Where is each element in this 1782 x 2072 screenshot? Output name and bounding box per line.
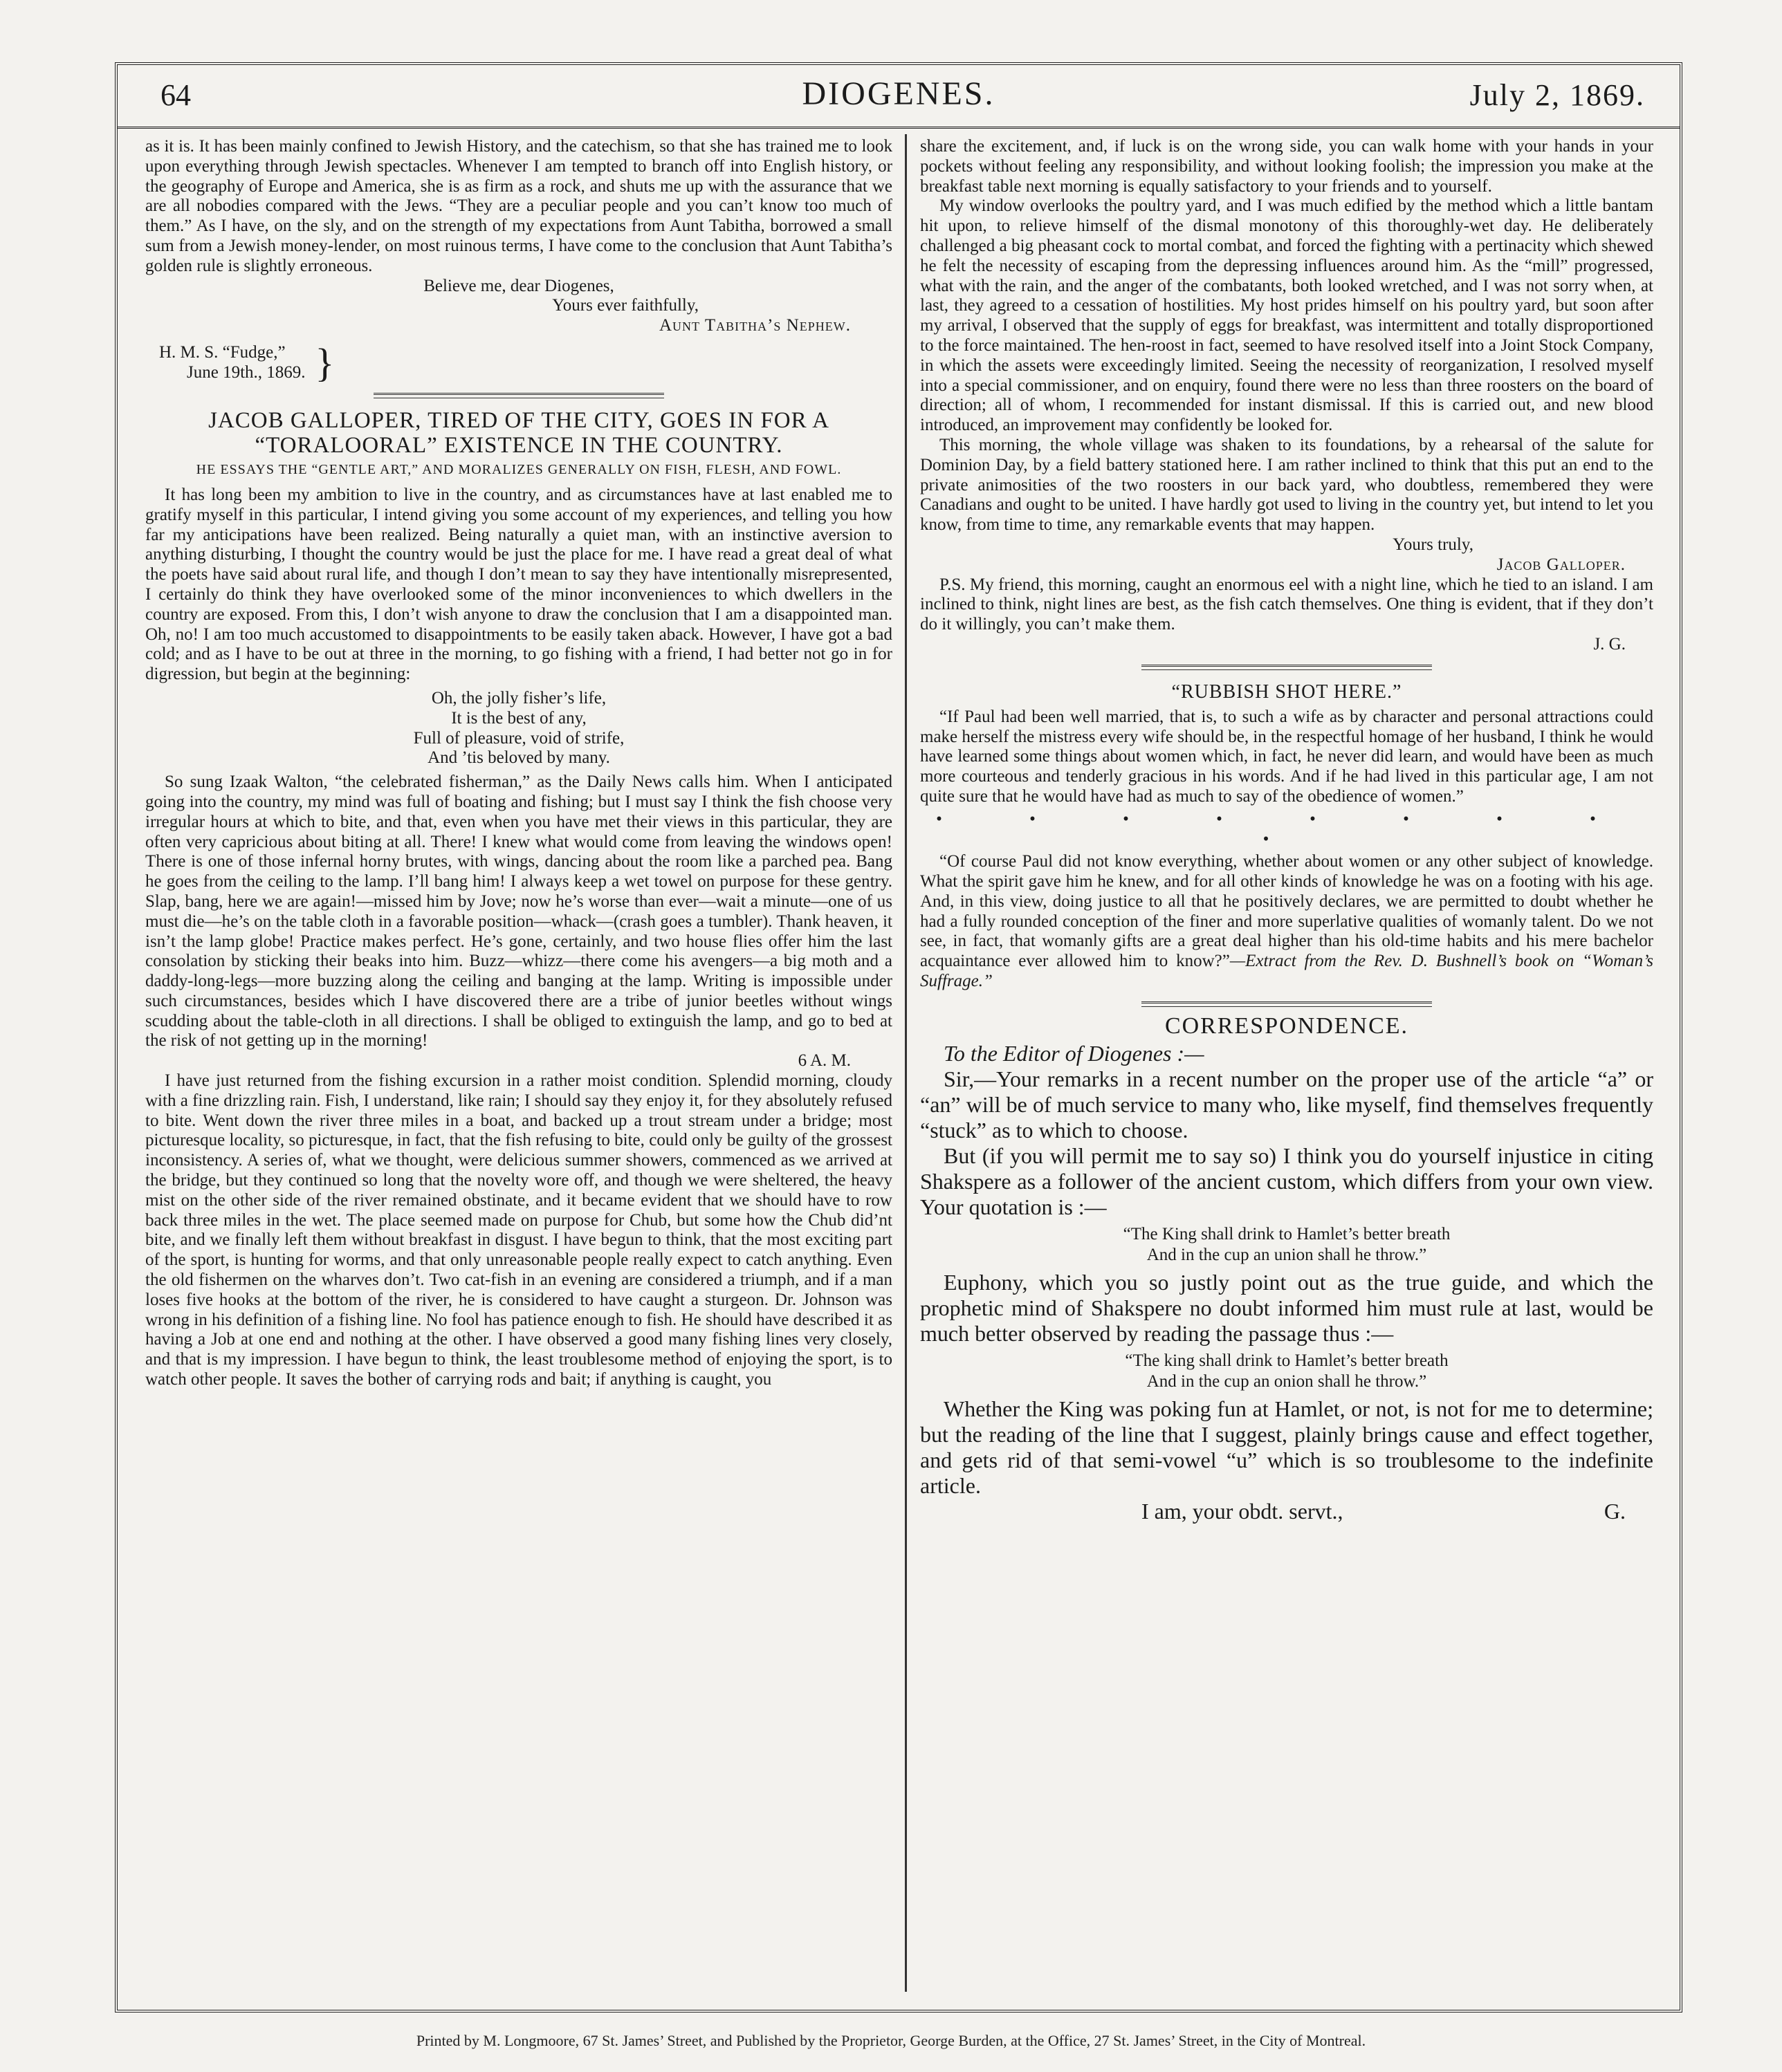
time-mark: 6 A. M. <box>798 1051 851 1071</box>
page-number: 64 <box>160 78 191 112</box>
verse-line: Oh, the jolly fisher’s life, <box>431 688 607 707</box>
newspaper-page <box>115 62 1682 2013</box>
article-paragraph-1: It has long been my ambition to live in the country, and as circumstances have at last enabled me to gratify myself in this particular, I intend giving you some account of my experiences, and telling you how far my anticipations have been realized. Being naturally a quiet man, with an instinctive aversion to anything disturbing, I thought the country would be just the place for me. I have read a great deal of what the poets have said about rural life, and though I don’t mean to say they have intentionally misrepresented, I certainly do think they have overlooked some of the minor inconveniences to which dwellers in the country are exposed. From this, I don’t wish anyone to draw the conclusion that I am a disappointed man. Oh, no! I am too much accustomed to disappointments to be easily taken aback. However, I have got a bad cold; and as I have to be out at three in the morning, to go fishing with a friend, I had better not go in for digression, but begin at the beginning: <box>145 485 892 684</box>
letter-signature: Aunt Tabitha’s Nephew. <box>659 316 851 335</box>
quotation-1 <box>920 1224 1653 1266</box>
right-column <box>920 137 1653 1989</box>
correspondence-letter <box>920 1041 1653 1524</box>
rubbish-title: “RUBBISH SHOT HERE.” <box>1171 681 1402 703</box>
rubbish-quote-1: “If Paul had been well married, that is, to such a wife as by character and personal attractions could make herself the mistress every wife should be, in the respectful homage of her husband, I think he would have learned some things about women which, in fact, he never did learn, and would have been as much more courteous and tenderly gracious in his words. And if he had lived in this particular age, I am not quite sure that he would have had as much to say of the obedience of women.” <box>920 707 1653 806</box>
article-paragraph-2: So sung Izaak Walton, “the celebrated fisherman,” as the Daily News calls him. When I anticipated going into the country, my mind was full of boating and fishing; but I must say I think the fish choose very irregular hours at which to bite, and that, even when you have met their views in this particular, they are often very capricious about biting at all. There! I knew what would come from leaving the windows open! There is one of those infernal horny brutes, with wings, dancing about the room like a parched pea. Bang he goes from the ceiling to the lamp. I’ll bang him! I always keep a wet towel on purpose for these gentry. Slap, bang, here we are again!—missed him by Jove; now he’s worse than ever—wait a minute—one of us must die—he’s on the table cloth in a favorable position—whack—(crash goes a tumbler). Thank heaven, it isn’t the lamp globe! Practice makes perfect. He’s gone, certainly, and two house flies offer him the last consolation by sticking their beaks into him. Buzz—whizz—there come his avengers—a big moth and a daddy-long-legs—more buzzing along the ceiling and banging at the lamp. Writing is impossible under such circumstances, besides which I have discovered there are a tribe of junior beetles without wings scudding about the table-cloth in all directions. I shall be obliged to extinguish the lamp, and go to bed at the risk of not getting up in the morning! <box>145 773 892 1051</box>
initials: J. G. <box>1593 634 1626 654</box>
correspondence-paragraph-3: Euphony, which you so justly point out as the true guide, and which the prophetic mind of Shakspere no doubt informed him must rule at last, would be much better observed by reading the passage thus :— <box>920 1269 1653 1346</box>
brace-mark: } <box>315 340 335 385</box>
letter-closing-2: Yours ever faithfully, <box>552 296 699 315</box>
verse-block <box>145 689 892 768</box>
quote-line: And in the cup an onion shall he throw.” <box>1146 1371 1427 1391</box>
rubbish-source: —Extract from the Rev. D. Bushnell’s book on “Woman’s Suffrage.” <box>920 952 1653 991</box>
rubbish-quote-2: “Of course Paul did not know everything, whether about women or any other subject of knowledge. What the spirit gave him he knew, and for all other kinds of knowledge he was on a footing with his age. And, in this view, doing justice to all that he positively declares, we are permitted to doubt whether he had a fully rounded conception of the finer and more superlative qualities of womanly talent. Do we not see, in fact, that womanly gifts are a great deal higher than his old-time habits and his mere bachelor acquaintance ever allowed him to know?”—Extract from the Rev. D. Bushnell’s book on “Woman’s Suffrage.” <box>920 852 1653 991</box>
letter-continuation: as it is. It has been mainly confined to Jewish History, and the catechism, so that she has trained me to look upon everything through Jewish spectacles. Whenever I am tempted to branch off into English history, or the geography of Europe and America, she is as firm as a rock, and shuts me up with the assurance that we are all nobodies compared with the Jews. “They are a peculiar people and you can’t know too much of them.” As I have, on the sly, and on the strength of my expectations from Aunt Tabitha, borrowed a small sum from a Jewish money-lender, on most ruinous terms, I have come to the conclusion that Aunt Tabitha’s golden rule is slightly erroneous. <box>145 137 892 275</box>
verse-line: It is the best of any, <box>451 708 587 728</box>
signature: Jacob Galloper. <box>1496 555 1626 574</box>
signoff: Yours truly, <box>1393 535 1473 554</box>
article-paragraph-4: share the excitement, and, if luck is on the wrong side, you can walk home with your hands in your pockets without feeling any responsibility, and without looking foolish; the impression you make at the breakfast table next morning is equally satisfactory to your friends and to yourself. <box>920 137 1653 196</box>
correspondence-signoff <box>920 1499 1653 1524</box>
section-rule <box>1141 665 1432 670</box>
correspondence-paragraph-2: But (if you will permit me to say so) I think you do yourself injustice in citing Shakspere as a follower of the ancient custom, which differs from your own view. Your quotation is :— <box>920 1143 1653 1219</box>
letter-closing-1: Believe me, dear Diogenes, <box>423 276 614 295</box>
verse-line: Full of pleasure, void of strife, <box>413 728 625 748</box>
article-paragraph-3: I have just returned from the fishing excursion in a rather moist condition. Splendid morning, cloudy with a fine drizzling rain. Fish, I understand, like rain; I should say they enjoy it, for they absolutely refused to bite. Went down the river three miles in a boat, and backed up a trout stream under a bridge; most picturesque locality, so picturesque, in fact, that the fish refusing to bite, could only be guilty of the grossest inconsistency. A series of, what we thought, were delicious summer showers, commenced as we arrived at the bridge, but they continued so long that the novelty wore off, and though we were sheltered, the heavy mist on the other side of the river remained obstinate, and it became evident that we should have to row back three miles in the wet. The place seemed made on purpose for Chub, but some how the Chub did’nt bite, and we finally left them without breakfast in disgust. I have begun to think, that the most exciting part of the sport, is hunting for worms, and that only unreasonable people really expect to catch anything. Even the old fishermen on the wharves don’t. Two cat-fish in an evening are considered a triumph, and if a man loses five hooks at the bottom of the river, he is considered to have caught a sturgeon. Dr. Johnson was wrong in his definition of a fishing line. No fool has patience enough to fish. He should have described it as having a Job at one end and nothing at the other. I have observed a good many fishing lines very closely, and that is my impression. I have begun to think, the least troublesome method of enjoying the sport, is to watch other people. It saves the bother of carrying rods and bait; if anything is caught, you <box>145 1071 892 1389</box>
article-paragraph-5: My window overlooks the poultry yard, and I was much edified by the method which a little bantam hit upon, to relieve himself of the dismal monotony of this thoroughly-wet day. He deliberately challenged a big pheasant cock to mortal combat, and forced the fighting with a pertinacity which shewed he felt the necessity of escaping from the depressing influences around him. As the “mill” progressed, what with the rain, and the anger of the combatants, both looked wretched, and I was not sorry when, at last, they agreed to a cessation of hostilities. My host prides himself on his poultry yard, but soon after my arrival, I observed that the supply of eggs for breakfast, was intermittent and totally disproportioned to the force maintained. The hen-roost in fact, seemed to have resolved itself into a Joint Stock Company, in which the assets were exceedingly limited. Seeing the necessity of reorganization, I resolved myself into a special commissioner, and on enquiry, found there were no less than three roosters on the board of direction; all of whom, I recommended for instant dismissal. If this is carried out, and new blood introduced, an improvement may confidently be looked for. <box>920 196 1653 435</box>
section-rule <box>374 393 664 398</box>
newspaper-title: DIOGENES. <box>802 75 995 112</box>
letter-address <box>145 340 892 385</box>
correspondence-salutation: To the Editor of Diogenes :— <box>944 1040 1204 1066</box>
verse-line: And ’tis beloved by many. <box>428 748 610 768</box>
issue-date: July 2, 1869. <box>1469 78 1645 112</box>
column-divider <box>905 134 907 1992</box>
correspondence-initial: G. <box>1604 1498 1626 1524</box>
masthead <box>118 65 1680 129</box>
correspondence-paragraph-1: Sir,—Your remarks in a recent number on the proper use of the article “a” or “an” will be of much service to many who, like myself, find themselves frequently “stuck” as to which to choose. <box>920 1066 1653 1143</box>
quote-line: “The king shall drink to Hamlet’s better breath <box>1125 1351 1449 1370</box>
quotation-2 <box>920 1351 1653 1392</box>
left-column <box>145 137 892 1989</box>
quote-line: “The King shall drink to Hamlet’s better breath <box>1123 1224 1451 1243</box>
ellipsis-stars: • • • • • • • • • <box>936 809 1637 849</box>
quote-line: And in the cup an union shall he throw.” <box>1146 1245 1427 1264</box>
correspondence-title: CORRESPONDENCE. <box>1164 1012 1409 1039</box>
printer-imprint: Printed by M. Longmoore, 67 St. James’ Street, and Published by the Proprietor, George Burden, at the Office, 27 St. James’ Street, in the City of Montreal. <box>416 2032 1366 2049</box>
article-paragraph-6: This morning, the whole village was shaken to its foundations, by a rehearsal of the salute for Dominion Day, by a field battery stationed here. I am rather inclined to think that this put an end to the private animosities of the two roosters in our back yard, who doubtless, remembered they were Canadians and ought to be united. I have hardly got used to living in the country yet, but intend to let you know, from time to time, any remarkable events that may happen. <box>920 435 1653 535</box>
ship-name: H. M. S. “Fudge,” <box>159 343 286 362</box>
correspondence-paragraph-4: Whether the King was poking fun at Hamlet, or not, is not for me to determine; but the reading of the line that I suggest, plainly brings cause and effect together, and gets rid of that semi-vowel “u” which is so troublesome to the indefinite article. <box>920 1396 1653 1498</box>
postscript: P.S. My friend, this morning, caught an enormous eel with a night line, which he tied to an island. I am inclined to think, night lines are best, as the fish catch themselves. One thing is evident, that if they don’t do it willingly, you can’t make them. <box>920 575 1653 634</box>
article-subtitle: HE ESSAYS THE “GENTLE ART,” AND MORALIZES GENERALLY ON FISH, FLESH, AND FOWL. <box>196 461 842 477</box>
section-rule <box>1141 1001 1432 1007</box>
letter-date: June 19th., 1869. <box>187 362 306 382</box>
correspondence-sign: I am, your obdt. servt., <box>1141 1498 1343 1524</box>
article-title: JACOB GALLOPER, TIRED OF THE CITY, GOES IN FOR A “TORALOORAL” EXISTENCE IN THE COUNTRY. <box>208 407 829 458</box>
